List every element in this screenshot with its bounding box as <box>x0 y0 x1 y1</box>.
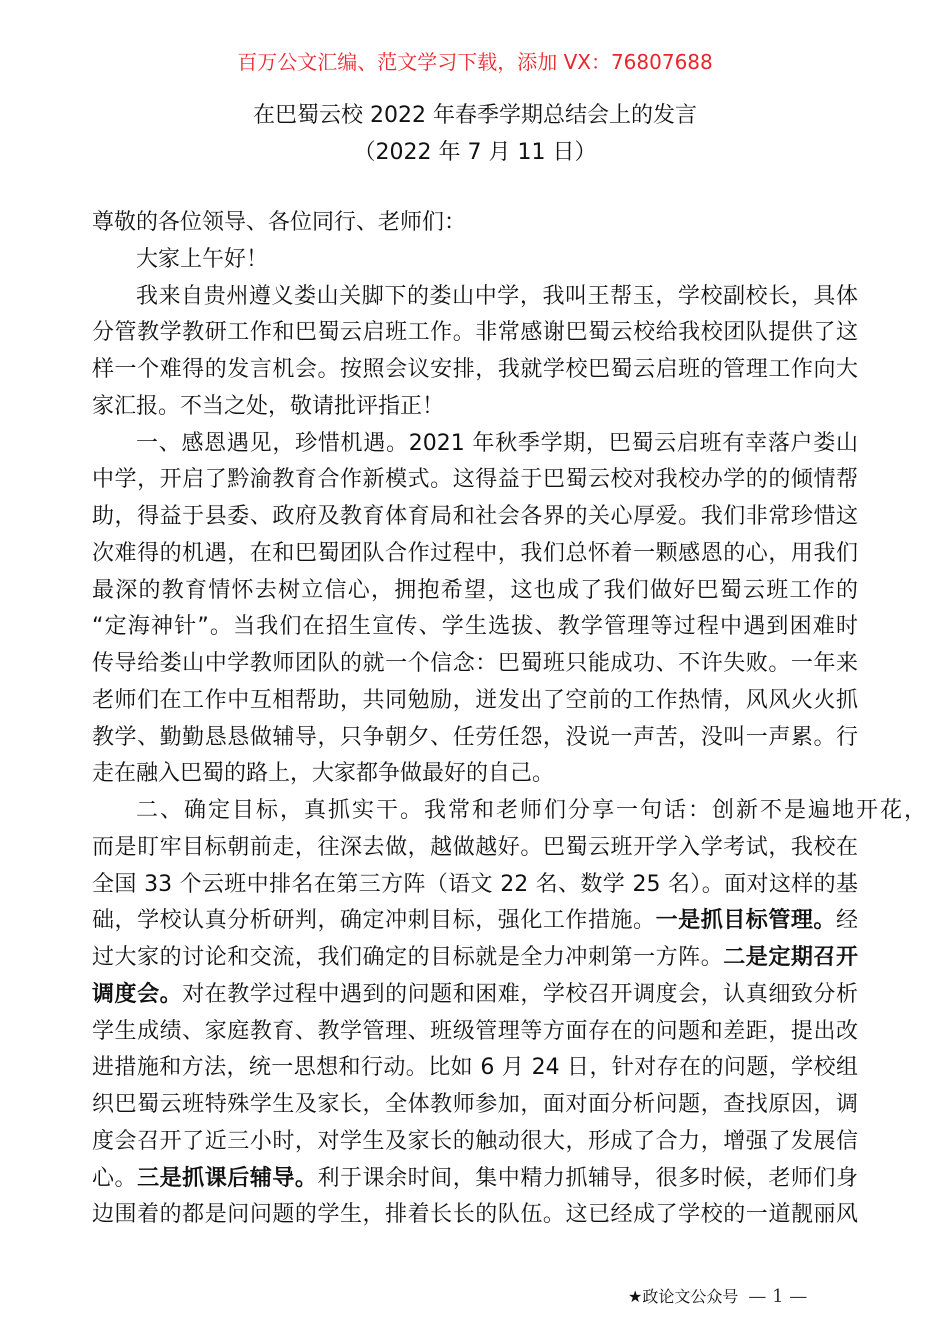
page-number: — 1 — <box>748 1286 808 1307</box>
text-segment: 经 <box>835 908 858 934</box>
text-segment: 心。 <box>92 1165 138 1191</box>
text-line <box>92 1087 858 1124</box>
text-line <box>92 683 858 720</box>
text-segment: 而是盯牢目标朝前走，往深去做，越做越好。巴蜀云班开学入学考试，我校在 <box>92 834 858 860</box>
bold-text: 三是抓课后辅导。 <box>137 1165 318 1191</box>
bold-text: 调度会。 <box>92 981 183 1007</box>
text-line <box>92 977 858 1014</box>
text-line <box>92 205 858 242</box>
text-segment: 过大家的讨论和交流，我们确定的目标就是全力冲刺第一方阵。 <box>92 945 724 970</box>
text-segment: 次难得的机遇，在和巴蜀团队合作过程中，我们总怀着一颗感恩的心，用我们 <box>92 540 858 566</box>
text-line <box>92 793 926 830</box>
text-line <box>92 352 858 389</box>
text-segment: 度会召开了近三小时，对学生及家长的触动很大，形成了合力，增强了发展信 <box>92 1128 858 1154</box>
text-line <box>92 646 858 683</box>
text-line <box>92 1050 858 1087</box>
text-line <box>92 1161 858 1198</box>
text-line <box>92 573 858 610</box>
text-segment: 织巴蜀云班特殊学生及家长，全体教师参加，面对面分析问题，查找原因，调 <box>92 1092 858 1117</box>
text-line <box>92 903 858 940</box>
text-segment: 教学、勤勤恳恳做辅导，只争朝夕、任劳任怨，没说一声苦，没叫一声累。行 <box>92 724 858 750</box>
text-segment: 学生成绩、家庭教育、教学管理、班级管理等方面存在的问题和差距，提出改 <box>92 1018 858 1044</box>
text-segment: 中学，开启了黔渝教育合作新模式。这得益于巴蜀云校对我校办学的的倾情帮 <box>92 467 858 493</box>
text-line <box>92 1124 858 1161</box>
text-segment: 尊敬的各位领导、各位同行、老师们： <box>92 210 467 235</box>
text-line <box>92 1014 858 1051</box>
footer-source: ★政论文公众号 <box>628 1287 739 1306</box>
text-segment: 大家上午好！ <box>136 246 269 272</box>
text-line <box>92 462 858 499</box>
watermark-banner: 百万公文汇编、范文学习下载，添加 VX：76807688 <box>237 50 713 74</box>
text-line <box>92 242 858 279</box>
page-footer <box>628 1284 807 1307</box>
text-line <box>92 279 858 316</box>
text-line <box>92 1197 858 1234</box>
text-segment: 利于课余时间，集中精力抓辅导，很多时候，老师们身 <box>317 1165 858 1191</box>
text-line <box>92 720 858 757</box>
text-line <box>92 315 858 352</box>
text-segment: 助，得益于县委、政府及教育体育局和社会各界的关心厚爱。我们非常珍惜这 <box>92 504 858 529</box>
bold-text: 二是定期召开 <box>723 945 858 970</box>
text-line <box>92 830 858 867</box>
text-segment: 全国 33 个云班中排名在第三方阵（语文 22 名、数学 25 名）。面对这样的基 <box>92 871 858 897</box>
text-line <box>92 499 858 536</box>
text-line <box>92 389 858 426</box>
text-segment: 对在教学过程中遇到的问题和困难，学校召开调度会，认真细致分析 <box>182 981 858 1007</box>
document-date: （2022 年 7 月 11 日） <box>353 140 597 165</box>
text-segment: 最深的教育情怀去树立信心，拥抱希望，这也成了我们做好巴蜀云班工作的 <box>92 577 858 603</box>
bold-text: 一是抓目标管理。 <box>655 908 836 934</box>
text-segment: 家汇报。不当之处，敬请批评指正！ <box>92 393 445 419</box>
text-segment: 传导给娄山中学教师团队的就一个信念：巴蜀班只能成功、不许失败。一年来 <box>92 651 858 676</box>
text-segment: 进措施和方法，统一思想和行动。比如 6 月 24 日，针对存在的问题，学校组 <box>92 1055 858 1081</box>
text-line <box>92 426 858 463</box>
text-line <box>92 536 858 573</box>
text-segment: “定海神针”。当我们在招生宣传、学生选拔、教学管理等过程中遇到困难时 <box>92 614 858 640</box>
text-line <box>92 940 858 977</box>
text-line <box>92 867 858 904</box>
text-segment: 础，学校认真分析研判，确定冲刺目标，强化工作措施。 <box>92 908 656 934</box>
text-line <box>92 609 858 646</box>
text-segment: 分管教学教研工作和巴蜀云启班工作。非常感谢巴蜀云校给我校团队提供了这 <box>92 320 858 346</box>
text-segment: 走在融入巴蜀的路上，大家都争做最好的自己。 <box>92 761 555 787</box>
document-title: 在巴蜀云校 2022 年春季学期总结会上的发言 <box>253 103 697 128</box>
text-line <box>92 756 858 793</box>
text-segment: 一、感恩遇见，珍惜机遇。2021 年秋季学期，巴蜀云启班有幸落户娄山 <box>136 430 858 456</box>
document-body <box>92 205 926 1234</box>
text-segment: 二、确定目标，真抓实干。我常和老师们分享一句话：创新不是遍地开花， <box>136 798 926 823</box>
text-segment: 样一个难得的发言机会。按照会议安排，我就学校巴蜀云启班的管理工作向大 <box>92 357 858 382</box>
text-segment: 我来自贵州遵义娄山关脚下的娄山中学，我叫王帮玉，学校副校长，具体 <box>136 283 858 309</box>
text-segment: 边围着的都是问问题的学生，排着长长的队伍。这已经成了学校的一道靓丽风 <box>92 1202 858 1228</box>
text-segment: 老师们在工作中互相帮助，共同勉励，迸发出了空前的工作热情，风风火火抓 <box>92 687 858 713</box>
